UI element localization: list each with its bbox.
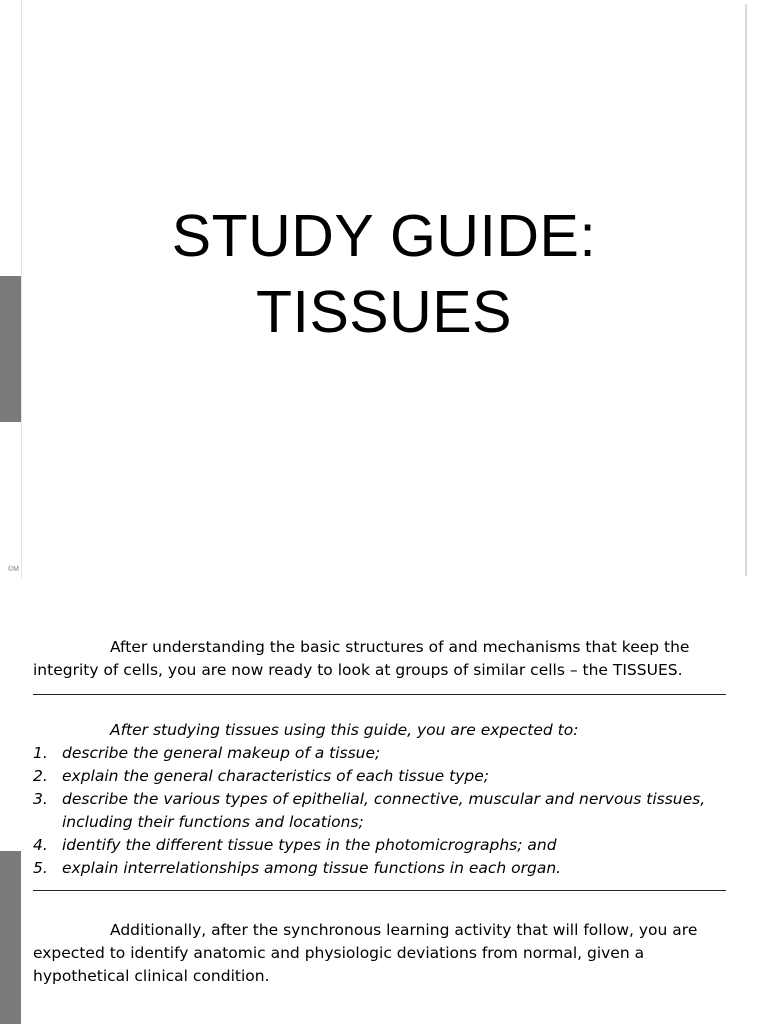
divider-line [33, 889, 726, 891]
intro-paragraph: After understanding the basic structures of and mechanisms that keep the integrity of cells, you are now ready to look at groups of similar cells – the TISSUES. [33, 638, 690, 679]
list-item-text: explain the general characteristics of each tissue type; [62, 767, 489, 785]
document-body [33, 636, 733, 988]
slide-title-line2: TISSUES [256, 279, 512, 345]
list-item [33, 834, 733, 857]
list-item-number: 4. [33, 836, 48, 854]
list-item-number: 2. [33, 767, 48, 785]
divider-line [33, 693, 726, 695]
closing-paragraph: Additionally, after the synchronous learning activity that will follow, you are expected to identify anatomic and physiologic deviations from normal, given a hypothetical clinical condition. [33, 921, 698, 985]
list-item-text: describe the various types of epithelial, connective, muscular and nervous tissues, including their functions and locations; [62, 790, 706, 831]
list-item-number: 1. [33, 744, 48, 762]
side-tab-top [0, 276, 21, 422]
list-item-text: explain interrelationships among tissue functions in each organ. [62, 859, 562, 877]
copyright-mark: ©M [8, 566, 19, 573]
list-item [33, 857, 733, 880]
list-item-text: identify the different tissue types in the photomicrographs; and [62, 836, 557, 854]
side-tab-bottom [0, 851, 21, 1024]
slide-left-border [21, 0, 22, 578]
list-item [33, 765, 733, 788]
list-item-number: 3. [33, 790, 48, 808]
list-item [33, 788, 733, 834]
slide-title-line1: STUDY GUIDE: [171, 203, 597, 269]
list-item-number: 5. [33, 859, 48, 877]
slide-right-border [745, 4, 747, 576]
list-item [33, 742, 733, 765]
objectives-list [33, 742, 733, 880]
objectives-intro: After studying tissues using this guide, you are expected to: [110, 721, 579, 739]
slide-title [60, 198, 708, 350]
list-item-text: describe the general makeup of a tissue; [62, 744, 381, 762]
